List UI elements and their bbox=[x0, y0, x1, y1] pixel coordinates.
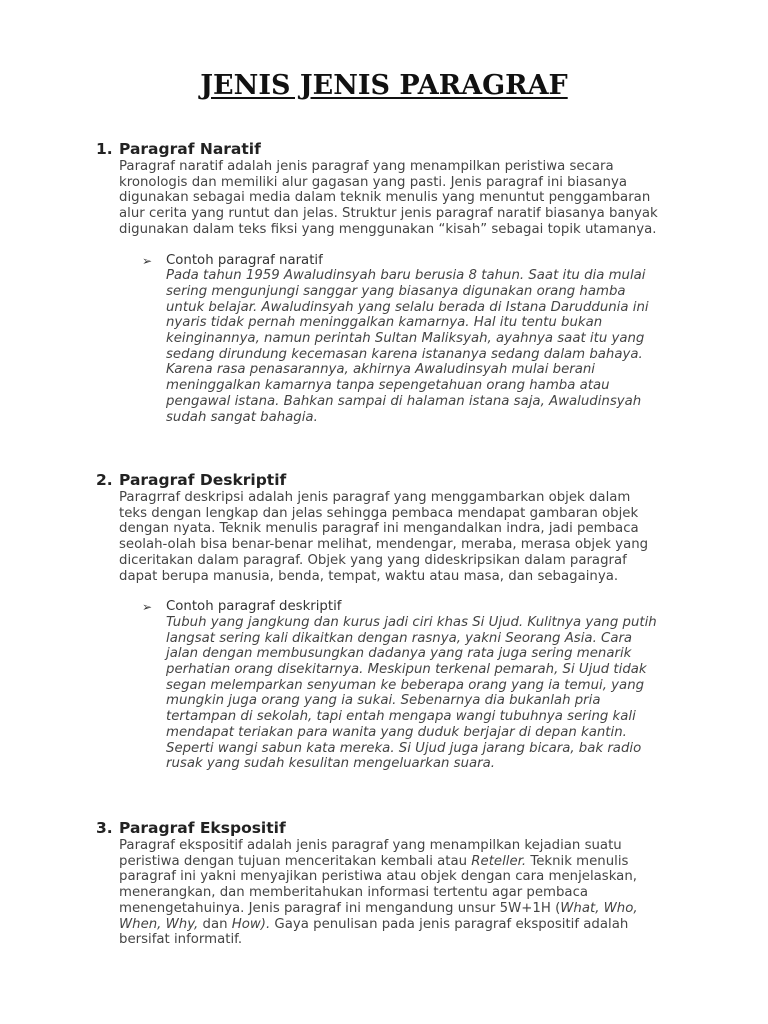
paragraph-text: Gaya penulisan pada jenis paragraf ekspositif adalah bbox=[270, 916, 629, 932]
example-line: pengawal istana. Bahkan sampai di halaman istana saja, Awaludinsyah bbox=[166, 393, 642, 409]
paragraph-line: Paragraf ekspositif adalah jenis paragraf yang menampilkan kejadian suatu bbox=[119, 838, 622, 853]
paragraph-line: diceritakan dalam paragraf. Objek yang yang dideskripsikan dalam paragraf bbox=[119, 552, 627, 568]
section-heading bbox=[96, 140, 706, 159]
section-paragraf-ekspositif bbox=[96, 819, 706, 948]
example-line: Seperti wangi sabun kata mereka. Si Ujud juga jarang bicara, bak radio bbox=[166, 740, 642, 756]
italic-term: Reteller. bbox=[471, 853, 527, 869]
italic-term: What, Who, bbox=[560, 900, 638, 916]
example-line: mungkin juga orang yang ia sukai. Sebenarnya dia bukanlah pria bbox=[166, 693, 601, 709]
example-line: jalan dengan membusungkan dadanya yang rata juga sering menarik bbox=[166, 646, 632, 662]
paragraph-text: dan bbox=[198, 916, 232, 932]
example-block bbox=[142, 599, 706, 772]
section-title: Paragraf Deskriptif bbox=[119, 471, 287, 489]
paragraph-line bbox=[119, 854, 706, 870]
example-line: sedang dirundung kecemasan karena istananya sedang dalam bahaya. bbox=[166, 346, 643, 362]
section-heading bbox=[96, 819, 706, 838]
example-line: Karena rasa penasarannya, akhirnya Awaludinsyah mulai berani bbox=[166, 362, 595, 378]
example-line: sudah sangat bahagia. bbox=[166, 409, 318, 425]
example-line: nyaris tidak pernah meninggalkan kamarnya. Hal itu tentu bukan bbox=[166, 315, 603, 331]
paragraph-line: menerangkan, dan memberitahukan informasi tertentu agar pembaca bbox=[119, 885, 589, 901]
section-paragraph bbox=[119, 490, 706, 584]
example-label: Contoh paragraf naratif bbox=[166, 252, 323, 268]
paragraph-line: kronologis dan memiliki alur gagasan yang pasti. Jenis paragraf ini biasanya bbox=[119, 174, 627, 190]
paragraph-text: peristiwa dengan tujuan menceritakan kembali atau bbox=[119, 853, 472, 869]
paragraph-line: digunakan dalam teks fiksi yang menggunakan “kisah” sebagai topik utamanya. bbox=[119, 221, 657, 237]
example-label: Contoh paragraf deskriptif bbox=[166, 599, 342, 615]
paragraph-line: bersifat informatif. bbox=[119, 932, 243, 948]
example-line: langsat sering kali dikaitkan dengan rasnya, yakni Seorang Asia. Cara bbox=[166, 630, 633, 646]
arrow-bullet-icon: ➢ bbox=[142, 600, 153, 615]
paragraph-line: paragraf ini yakni menyajikan peristiwa atau objek dengan cara menjelaskan, bbox=[119, 869, 637, 885]
paragraph-line: Paragrraf deskripsi adalah jenis paragraf yang menggambarkan objek dalam bbox=[119, 490, 631, 505]
italic-term: When, Why, bbox=[119, 916, 199, 932]
section-paragraf-naratif bbox=[96, 140, 706, 425]
paragraph-line: dengan nyata. Teknik menulis paragraf ini mengandalkan indra, jadi pembaca bbox=[119, 521, 639, 537]
paragraph-line: digunakan sebagai media dalam teknik menulis yang menuntut penggambaran bbox=[119, 190, 651, 206]
paragraph-text: menengetahuinya. Jenis paragraf ini mengandung unsur 5W+1H ( bbox=[119, 900, 561, 916]
paragraph-line: teks dengan lengkap dan jelas sehingga pembaca mendapat gambaran objek bbox=[119, 505, 639, 521]
section-paragraph bbox=[119, 838, 706, 948]
italic-term: How). bbox=[231, 916, 271, 932]
paragraph-line bbox=[119, 901, 706, 917]
example-line: rusak yang sudah kesulitan mengeluarkan suara. bbox=[166, 756, 496, 772]
example-line: segan melemparkan senyuman ke beberapa orang yang ia temui, yang bbox=[166, 677, 645, 693]
paragraph-line: Paragraf naratif adalah jenis paragraf yang menampilkan peristiwa secara bbox=[119, 159, 614, 174]
example-line: meninggalkan kamarnya tanpa sepengetahuan orang hamba atau bbox=[166, 378, 610, 394]
example-line: perhatian orang disekitarnya. Meskipun terkenal pemarah, Si Ujud tidak bbox=[166, 662, 647, 678]
section-number: 2. bbox=[96, 471, 113, 489]
document-title: JENIS JENIS PARAGRAF bbox=[200, 70, 568, 101]
example-block bbox=[142, 252, 706, 426]
example-line: Pada tahun 1959 Awaludinsyah baru berusia 8 tahun. Saat itu dia mulai bbox=[166, 268, 646, 284]
section-number: 3. bbox=[96, 819, 113, 837]
arrow-bullet-icon: ➢ bbox=[142, 253, 153, 268]
paragraph-line: seolah-olah bisa benar-benar melihat, mendengar, meraba, merasa objek yang bbox=[119, 537, 649, 553]
section-title: Paragraf Ekspositif bbox=[119, 819, 286, 837]
section-paragraf-deskriptif bbox=[96, 471, 706, 772]
example-line: keinginannya, namun perintah Sultan Maliksyah, ayahnya saat itu yang bbox=[166, 331, 645, 347]
example-line: Tubuh yang jangkung dan kurus jadi ciri khas Si Ujud. Kulitnya yang putih bbox=[166, 614, 657, 630]
example-line: mendapat teriakan para wanita yang duduk berjajar di depan kantin. bbox=[166, 724, 627, 740]
section-heading bbox=[96, 471, 706, 490]
paragraph-line: alur cerita yang runtut dan jelas. Struktur jenis paragraf naratif biasanya banyak bbox=[119, 206, 658, 222]
example-text bbox=[166, 268, 706, 425]
example-line: tertampan di sekolah, tapi entah mengapa wangi tubuhnya sering kali bbox=[166, 709, 636, 725]
section-number: 1. bbox=[96, 140, 113, 158]
example-line: untuk belajar. Awaludinsyah yang selalu berada di Istana Daruddunia ini bbox=[166, 299, 649, 315]
example-line: sering mengunjungi sanggar yang biasanya digunakan orang hamba bbox=[166, 283, 626, 299]
section-title: Paragraf Naratif bbox=[119, 140, 261, 158]
paragraph-line: dapat berupa manusia, benda, tempat, waktu atau masa, dan sebagainya. bbox=[119, 568, 619, 584]
example-text bbox=[166, 615, 706, 772]
paragraph-line bbox=[119, 917, 706, 933]
section-paragraph bbox=[119, 159, 706, 238]
paragraph-text: Teknik menulis bbox=[526, 853, 629, 869]
